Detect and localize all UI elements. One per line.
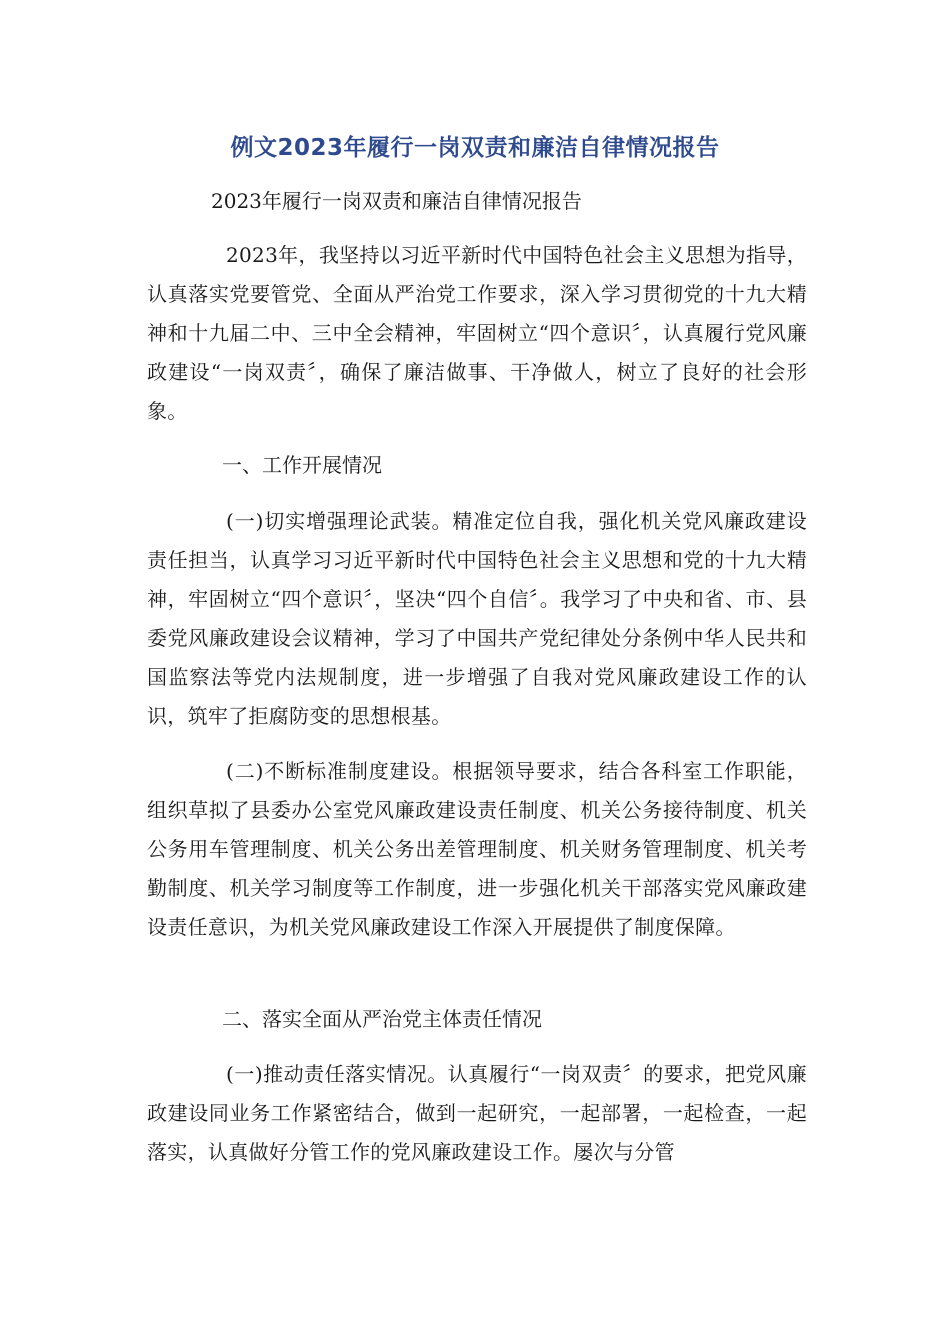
section2-paragraph-implementation: (一)推动责任落实情况。认真履行“一岗双责〞的要求，把党风廉政建设同业务工作紧密结合，做到一起研究，一起部署，一起检查，一起落实，认真做好分管工作的党风廉政建设工作。屡次与分管 (147, 1062, 807, 1164)
document-subtitle: 2023年履行一岗双责和廉洁自律情况报告 (211, 189, 582, 213)
section-heading-work: 一、工作开展情况 (222, 453, 382, 477)
section-heading-responsibility: 二、落实全面从严治党主体责任情况 (222, 1007, 542, 1031)
document-title: 例文2023年履行一岗双责和廉洁自律情况报告 (230, 135, 720, 161)
intro-paragraph: 2023年，我坚持以习近平新时代中国特色社会主义思想为指导，认真落实党要管党、全面从严治党工作要求，深入学习贯彻党的十九大精神和十九届二中、三中全会精神，牢固树立“四个意识〞，认真履行党风廉政建设“一岗双责〞，确保了廉洁做事、干净做人，树立了良好的社会形象。 (147, 243, 807, 423)
section1-paragraph-theory: (一)切实增强理论武装。精准定位自我，强化机关党风廉政建设责任担当，认真学习习近平新时代中国特色社会主义思想和党的十九大精神，牢固树立“四个意识〞，坚决“四个自信〞。我学习了中央和省、市、县委党风廉政建设会议精神，学习了中国共产党纪律处分条例中华人民共和国监察法等党内法规制度，进一步增强了自我对党风廉政建设工作的认识，筑牢了拒腐防变的思想根基。 (147, 509, 807, 728)
section1-paragraph-system: (二)不断标准制度建设。根据领导要求，结合各科室工作职能，组织草拟了县委办公室党风廉政建设责任制度、机关公务接待制度、机关公务用车管理制度、机关公务出差管理制度、机关财务管理制度、机关考勤制度、机关学习制度等工作制度，进一步强化机关干部落实党风廉政建设责任意识，为机关党风廉政建设工作深入开展提供了制度保障。 (147, 759, 807, 939)
